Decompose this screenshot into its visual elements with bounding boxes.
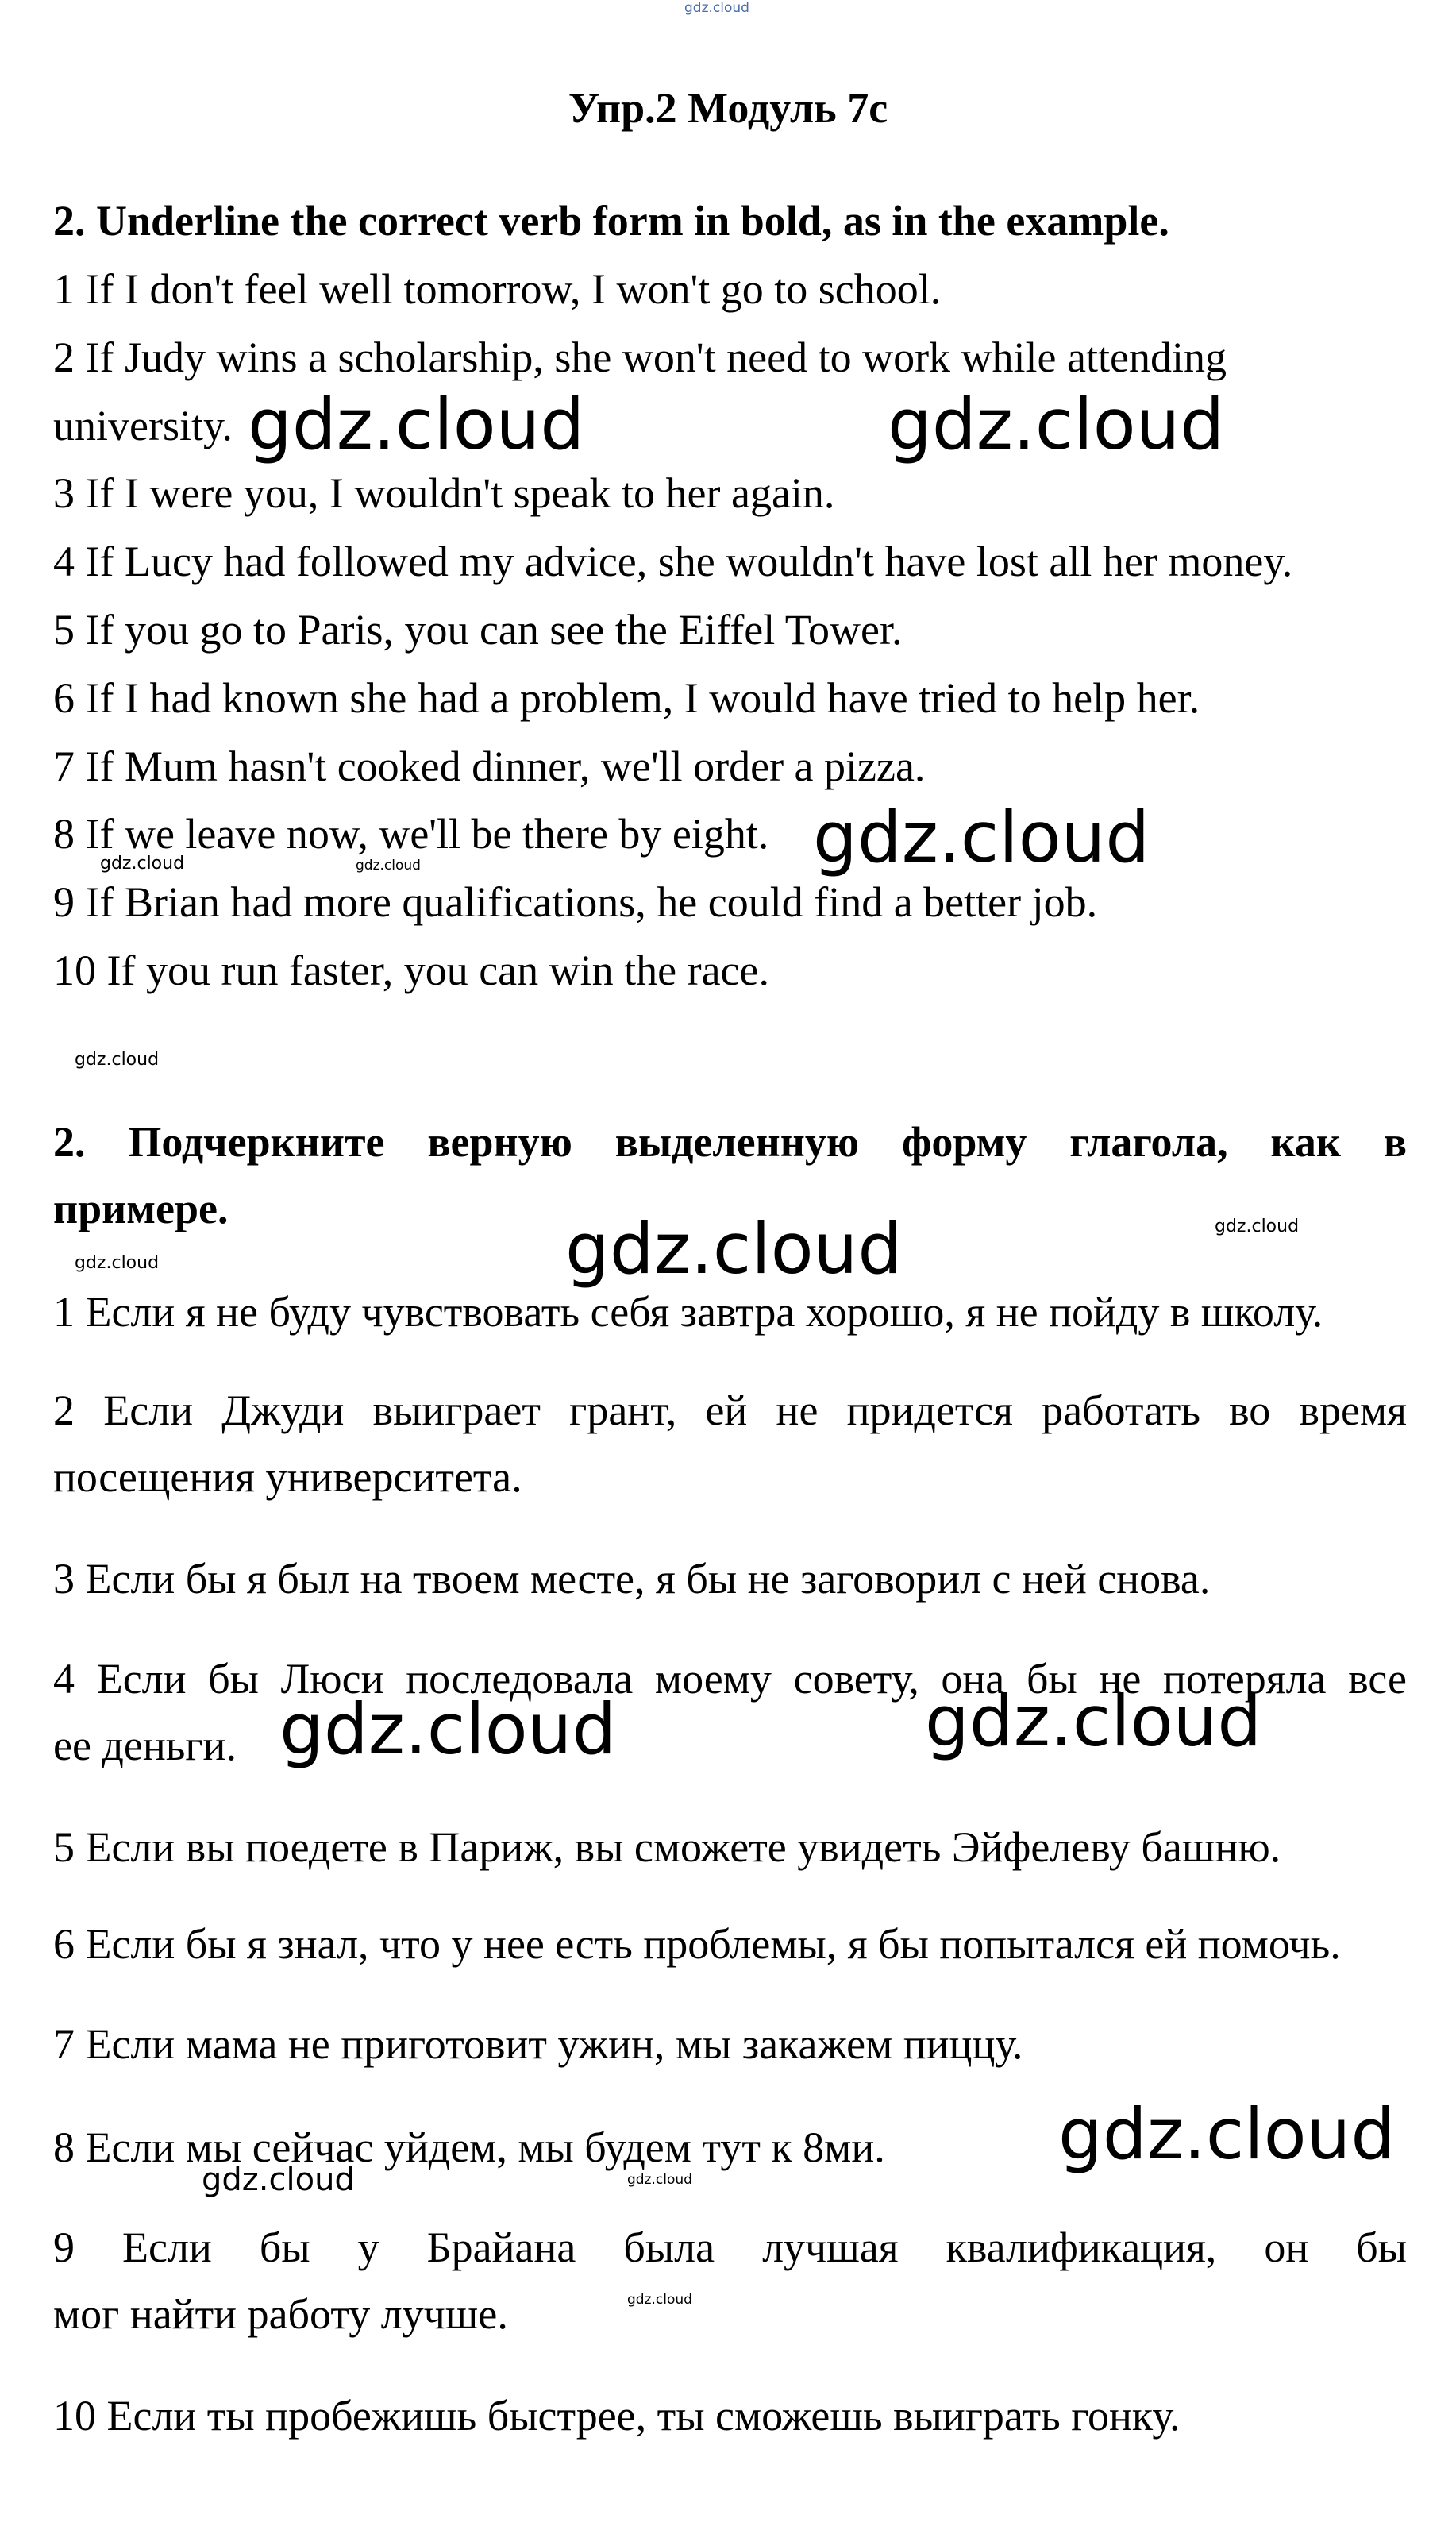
- english-item-6: 6 If I had known she had a problem, I would have tried to help her.: [53, 674, 1200, 722]
- watermark: gdz.cloud: [202, 2162, 355, 2198]
- english-item-2-cont: university.: [53, 402, 233, 449]
- russian-heading-line-1: 2. Подчеркните верную выделенную форму глагола, как в: [53, 1118, 1407, 1166]
- russian-item-8: 8 Если мы сейчас уйдем, мы будем тут к 8ми.: [53, 2123, 885, 2171]
- watermark: gdz.cloud: [888, 384, 1225, 465]
- russian-item-9: 9 Если бы у Брайана была лучшая квалификация, он бы: [53, 2224, 1407, 2271]
- english-item-7: 7 If Mum hasn't cooked dinner, we'll order a pizza.: [53, 742, 926, 790]
- russian-item-7: 7 Если мама не приготовит ужин, мы закажем пиццу.: [53, 2020, 1023, 2068]
- russian-item-9-cont: мог найти работу лучше.: [53, 2290, 508, 2338]
- russian-item-6: 6 Если бы я знал, что у нее есть проблемы, я бы попытался ей помочь.: [53, 1920, 1341, 1968]
- watermark: gdz.cloud: [627, 2292, 692, 2308]
- watermark: gdz.cloud: [1058, 2093, 1396, 2175]
- watermark: gdz.cloud: [1215, 1217, 1300, 1236]
- watermark: gdz.cloud: [248, 384, 585, 465]
- russian-item-10: 10 Если ты пробежишь быстрее, ты сможешь выиграть гонку.: [53, 2392, 1181, 2440]
- russian-item-4-cont: ее деньги.: [53, 1722, 237, 1769]
- english-item-8: 8 If we leave now, we'll be there by eight.: [53, 810, 769, 858]
- russian-item-2-cont: посещения университета.: [53, 1453, 522, 1501]
- russian-item-4: 4 Если бы Люси последовала моему совету, она бы не потеряла все: [53, 1655, 1407, 1703]
- watermark: gdz.cloud: [100, 854, 185, 874]
- english-item-4: 4 If Lucy had followed my advice, she wouldn't have lost all her money.: [53, 538, 1293, 585]
- russian-item-2: 2 Если Джуди выиграет грант, ей не придется работать во время: [53, 1387, 1407, 1434]
- russian-heading-line-2: примере.: [53, 1185, 229, 1232]
- english-item-3: 3 If I were you, I wouldn't speak to her again.: [53, 469, 835, 517]
- watermark: gdz.cloud: [925, 1680, 1262, 1762]
- russian-item-3: 3 Если бы я был на твоем месте, я бы не заговорил с ней снова.: [53, 1555, 1211, 1603]
- english-item-10: 10 If you run faster, you can win the race.: [53, 947, 769, 994]
- watermark: gdz.cloud: [356, 858, 421, 874]
- watermark: gdz.cloud: [279, 1688, 617, 1770]
- russian-item-1: 1 Если я не буду чувствовать себя завтра хорошо, я не пойду в школу.: [53, 1288, 1323, 1336]
- top-watermark: gdz.cloud: [684, 0, 749, 16]
- page-title: Упр.2 Модуль 7c: [568, 84, 888, 132]
- watermark: gdz.cloud: [627, 2172, 692, 2188]
- watermark: gdz.cloud: [75, 1050, 160, 1070]
- english-item-2: 2 If Judy wins a scholarship, she won't need to work while attending: [53, 334, 1227, 381]
- english-item-5: 5 If you go to Paris, you can see the Eiffel Tower.: [53, 606, 903, 654]
- english-item-9: 9 If Brian had more qualifications, he could find a better job.: [53, 878, 1098, 926]
- english-heading: 2. Underline the correct verb form in bold, as in the example.: [53, 197, 1169, 245]
- russian-item-5: 5 Если вы поедете в Париж, вы сможете увидеть Эйфелеву башню.: [53, 1823, 1281, 1871]
- watermark: gdz.cloud: [813, 796, 1150, 878]
- watermark: gdz.cloud: [75, 1253, 160, 1273]
- english-item-1: 1 If I don't feel well tomorrow, I won't go to school.: [53, 265, 942, 313]
- watermark: gdz.cloud: [565, 1208, 903, 1290]
